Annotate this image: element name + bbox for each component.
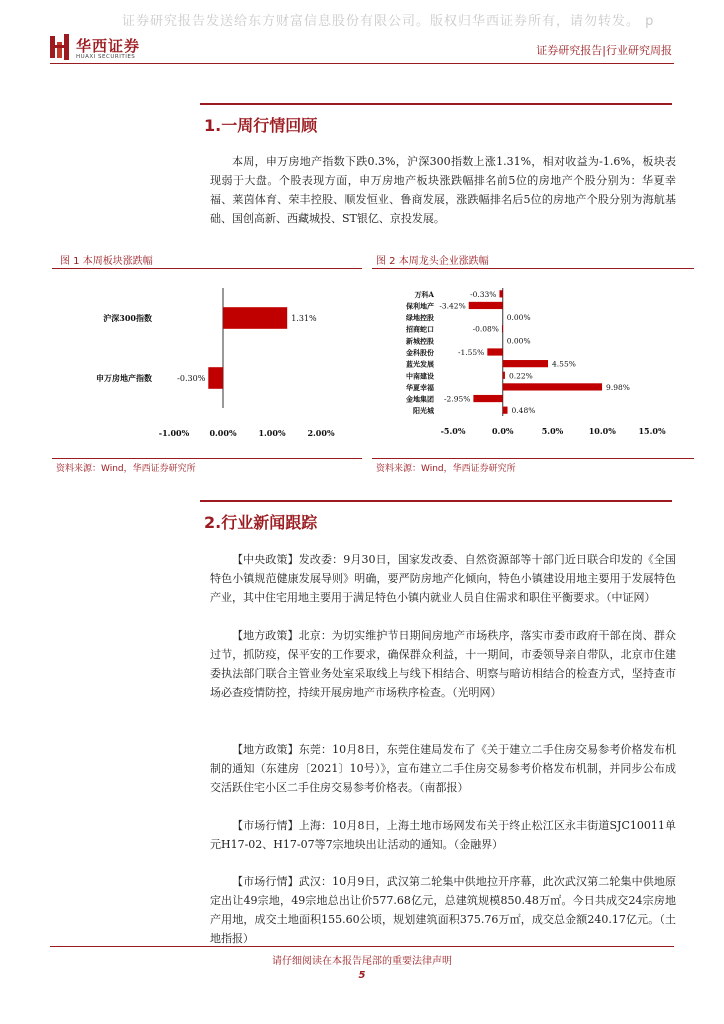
category-label: 中南建设 (406, 371, 434, 381)
data-label: -1.55% (457, 348, 485, 357)
bar (502, 325, 503, 332)
data-label: -2.95% (444, 394, 471, 404)
x-tick-label: 0.0% (491, 426, 514, 436)
data-label: 9.98% (606, 382, 630, 392)
data-label: 0.00% (506, 313, 531, 323)
category-label: 申万房地产指数 (96, 373, 152, 383)
watermark-text: 证券研究报告发送给东方财富信息股份有限公司。版权归华西证券所有，请勿转发。 p (122, 14, 655, 29)
logo-cn-text: 华西证券 (76, 37, 141, 55)
header-divider (50, 63, 674, 64)
figure1-rule (52, 268, 362, 269)
bar (487, 348, 502, 355)
figure2-source: 资料来源：Wind，华西证券研究所 (376, 464, 516, 474)
logo-en-text: HUAXI SECURITIES (76, 54, 136, 60)
company-logo (50, 34, 150, 64)
x-tick-label: -5.0% (440, 426, 466, 436)
category-label: 金地集团 (406, 394, 434, 404)
bar (473, 395, 502, 402)
section2-title (204, 510, 317, 533)
bar (503, 360, 548, 367)
data-label: 0.00% (506, 336, 531, 346)
category-label: 阳光城 (413, 406, 434, 416)
figure2-chart (372, 272, 694, 452)
bar (223, 307, 287, 329)
x-tick-label: -1.00% (158, 428, 190, 438)
data-label: 4.55% (552, 359, 576, 369)
figure2-source-rule (372, 458, 694, 459)
bar (503, 372, 505, 379)
bar (503, 383, 602, 390)
section1-title (204, 113, 317, 136)
figure1-title: 图 1 本周板块涨跌幅 (60, 256, 153, 267)
x-tick-label: 0.00% (209, 428, 237, 438)
data-label: -0.33% (470, 289, 497, 299)
footer-divider (50, 946, 674, 947)
figure1-source: 资料来源：Wind，华西证券研究所 (56, 464, 196, 474)
section1-title-text: 1.一周行情回顾 (204, 116, 318, 135)
x-tick-label: 10.0% (588, 426, 616, 436)
category-label: 绿地控股 (406, 313, 434, 323)
news-item: 【地方政策】北京：为切实维护节日期间房地产市场秩序，落实市委市政府干部在岗、群众过节，抓防疫，保平安的工作要求，确保群众利益，十一期间，市委领导亲自带队，北京市住建委执法部门联合主管业务处室采取线上与线下相结合、明察与暗访相结合的检查方式，坚持查市场必查疫情防控，持续开展房地产市场秩序检查。（光明网） (210, 629, 676, 699)
news-item: 【中央政策】发改委：9月30日，国家发改委、自然资源部等十部门近日联合印发的《全国特色小镇规范健康发展导则》明确，要严防房地产化倾向，特色小镇建设用地主要用于发展特色产业，其中住宅用地主要用于满足特色小镇内就业人员自住需求和职住平衡要求。（中证网） (210, 553, 676, 604)
bar (499, 290, 502, 297)
news-item: 【地方政策】东莞：10月8日，东莞住建局发布了《关于建立二手住房交易参考价格发布机制的通知（东建房〔2021〕10号）》，宣布建立二手住房交易参考价格发布机制，并同步公布成交活跃住宅小区二手住房交易参考价格表。（南都报） (210, 743, 676, 794)
category-label: 保利地产 (406, 301, 434, 311)
x-tick-label: 2.00% (307, 428, 335, 438)
bar (503, 407, 508, 414)
category-label: 金科股份 (406, 348, 434, 357)
news-item: 【市场行情】武汉：10月9日，武汉第二轮集中供地拉开序幕，此次武汉第二轮集中供地原定出让49宗地，49宗地总出让价577.68亿元，总建筑规模850.48万㎡。今日共成交24宗房地产用地，成交土地面积155.60公顷，规划建筑面积375.76万㎡，成交总金额240.17亿元。（土地指报） (210, 875, 676, 945)
figure2-title: 图 2 本周龙头企业涨跌幅 (376, 256, 489, 267)
category-label: 沪深300指数 (103, 313, 152, 323)
figure1-chart (52, 272, 362, 452)
data-label: -0.30% (177, 374, 206, 383)
category-label: 万科A (414, 289, 434, 299)
data-label: -0.08% (472, 324, 499, 334)
section1-rule (200, 103, 672, 105)
data-label: 0.48% (511, 406, 536, 416)
figure1-source-rule (52, 458, 362, 459)
category-label: 新城控股 (406, 336, 434, 346)
news-item: 【市场行情】上海：10月8日，上海土地市场网发布关于终止松江区永丰街道SJC10011单元H17-02、H17-07等7宗地块出让活动的通知。（金融界） (210, 819, 676, 851)
category-label: 华夏幸福 (406, 382, 434, 392)
legal-notice: 请仔细阅读在本报告尾部的重要法律声明 (272, 956, 452, 967)
bar (208, 367, 223, 389)
category-label: 招商蛇口 (406, 324, 434, 334)
category-label: 蓝光发展 (406, 359, 434, 369)
section2-rule (200, 500, 672, 502)
data-label: 1.31% (291, 314, 317, 323)
data-label: 0.22% (508, 371, 533, 381)
x-tick-label: 5.0% (541, 426, 564, 436)
data-label: -3.42% (439, 301, 466, 311)
bar (469, 302, 503, 309)
report-type-label: 证券研究报告|行业研究周报 (536, 44, 672, 57)
section2-title-text: 2.行业新闻跟踪 (204, 513, 318, 532)
x-tick-label: 15.0% (638, 426, 666, 436)
logo-mark-icon (50, 34, 70, 60)
x-tick-label: 1.00% (258, 428, 286, 438)
page-number: 5 (358, 970, 366, 981)
figure2-rule (372, 268, 694, 269)
section1-paragraph: 本周，申万房地产指数下跌0.3%，沪深300指数上涨1.31%，相对收益为-1.6%，板块表现弱于大盘。个股表现方面，申万房地产板块涨跌幅排名前5位的房地产个股分别为：华夏幸福、莱茵体育、荣丰控股、顺发恒业、鲁商发展，涨跌幅排名后5位的房地产个股分别为海航基础、国创高新、西藏城投、ST银亿、京投发展。 (210, 155, 676, 225)
